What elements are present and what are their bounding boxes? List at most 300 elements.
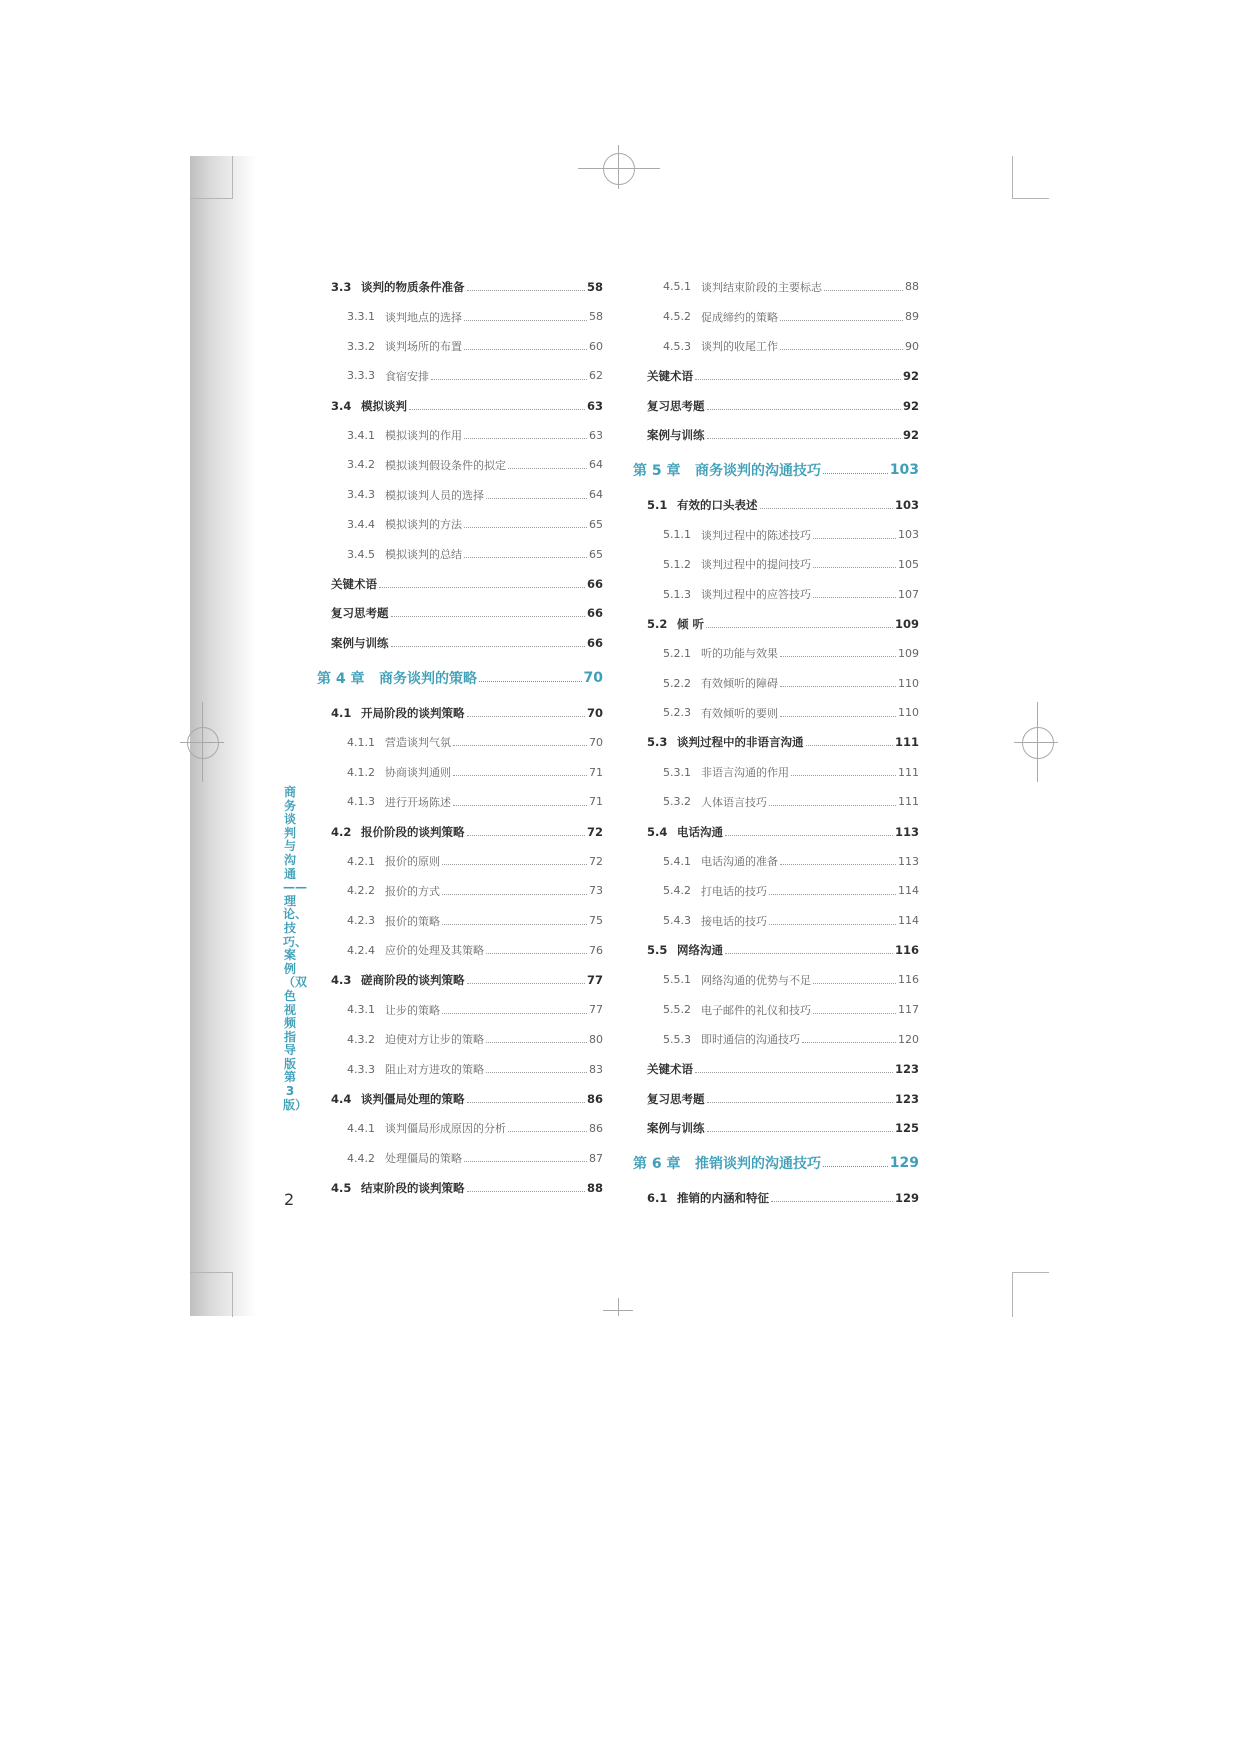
toc-entry-number: 5.4: [647, 824, 668, 839]
toc-entry-sub: [331, 906, 603, 936]
toc-entry-number: 3.4.1: [347, 428, 375, 442]
toc-entry-number: 4.5.1: [663, 280, 691, 294]
toc-leader-dots: [802, 1041, 896, 1043]
toc-entry-sec: [331, 817, 603, 847]
toc-leader-dots: [780, 348, 903, 350]
toc-entry-number: 第 6 章: [633, 1156, 681, 1173]
toc-entry-title: 推销谈判的沟通技巧: [695, 1156, 821, 1173]
toc-entry-title: 谈判过程中的应答技巧: [701, 588, 811, 602]
toc-entry-page: 89: [905, 310, 919, 324]
toc-entry-page: 114: [898, 884, 919, 898]
toc-entry-sub: [647, 639, 919, 669]
toc-entry-page: 107: [898, 587, 919, 601]
toc-entry-page: 86: [586, 1091, 603, 1106]
toc-leader-dots: [486, 1071, 587, 1073]
toc-entry-page: 77: [589, 1003, 603, 1017]
book-page: [190, 156, 1050, 1316]
toc-leader-dots: [780, 655, 896, 657]
crop-mark-top-right: [1012, 156, 1049, 199]
toc-entry-page: 88: [905, 280, 919, 294]
toc-entry-sub: [331, 331, 603, 361]
toc-leader-dots: [813, 596, 896, 598]
toc-entry-page: 103: [894, 497, 919, 512]
toc-entry-sec: [331, 1084, 603, 1114]
toc-entry-page: 58: [589, 310, 603, 324]
toc-entry-page: 103: [889, 462, 919, 479]
toc-entry-page: 116: [898, 973, 919, 987]
toc-entry-page: 60: [589, 339, 603, 353]
toc-entry-title: 协商谈判通则: [385, 766, 451, 780]
toc-entry-sub: [331, 995, 603, 1025]
toc-leader-dots: [707, 1101, 893, 1103]
toc-entry-sec: [647, 935, 919, 965]
toc-entry-title: 食宿安排: [385, 369, 429, 383]
toc-entry-key: [331, 628, 603, 658]
toc-entry-number: 第 4 章: [317, 670, 365, 687]
toc-entry-sub: [331, 1143, 603, 1173]
toc-entry-number: 4.5.2: [663, 310, 691, 324]
toc-entry-title: 推销的内涵和特征: [677, 1191, 769, 1206]
toc-entry-page: 86: [589, 1121, 603, 1135]
toc-entry-sub: [647, 302, 919, 332]
toc-leader-dots: [780, 863, 896, 865]
page-number: 2: [284, 1190, 295, 1209]
toc-leader-dots: [467, 715, 585, 717]
toc-leader-dots: [695, 1071, 893, 1073]
toc-leader-dots: [695, 378, 901, 380]
toc-entry-chap: [317, 658, 603, 698]
toc-entry-number: 4.2: [331, 824, 352, 839]
toc-entry-sub: [331, 539, 603, 569]
toc-entry-title: 报价的方式: [385, 884, 440, 898]
toc-leader-dots: [508, 467, 587, 469]
toc-entry-number: 5.5.2: [663, 1003, 691, 1017]
toc-entry-number: 4.4: [331, 1091, 352, 1106]
toc-entry-sec: [331, 391, 603, 421]
toc-entry-title: 迫使对方让步的策略: [385, 1033, 484, 1047]
toc-leader-dots: [464, 1160, 587, 1162]
toc-entry-sub: [647, 906, 919, 936]
toc-entry-title: 报价的原则: [385, 855, 440, 869]
toc-entry-page: 92: [902, 428, 919, 443]
toc-entry-page: 113: [898, 854, 919, 868]
toc-entry-number: 5.1.3: [663, 587, 691, 601]
toc-entry-page: 65: [589, 517, 603, 531]
toc-entry-sub: [331, 450, 603, 480]
toc-entry-number: 5.2.2: [663, 676, 691, 690]
toc-entry-key: [647, 1084, 919, 1114]
toc-entry-sub: [331, 420, 603, 450]
toc-entry-sub: [331, 787, 603, 817]
toc-entry-sec: [331, 698, 603, 728]
toc-leader-dots: [479, 680, 582, 682]
toc-entry-page: 116: [894, 943, 919, 958]
toc-entry-page: 63: [586, 398, 603, 413]
toc-entry-title: 谈判过程中的陈述技巧: [701, 528, 811, 542]
toc-entry-key: [331, 569, 603, 599]
toc-leader-dots: [391, 615, 585, 617]
toc-leader-dots: [431, 378, 587, 380]
toc-leader-dots: [706, 626, 893, 628]
toc-entry-title: 听的功能与效果: [701, 647, 778, 661]
toc-entry-page: 71: [589, 765, 603, 779]
toc-entry-number: 4.3.2: [347, 1032, 375, 1046]
toc-leader-dots: [464, 437, 587, 439]
toc-leader-dots: [771, 1200, 893, 1202]
toc-entry-sec: [331, 965, 603, 995]
toc-entry-title: 关键术语: [647, 368, 693, 383]
toc-entry-title: 让步的策略: [385, 1003, 440, 1017]
toc-entry-sub: [647, 965, 919, 995]
toc-entry-page: 87: [589, 1151, 603, 1165]
toc-entry-sub: [647, 550, 919, 580]
toc-entry-page: 65: [589, 547, 603, 561]
toc-entry-title: 模拟谈判人员的选择: [385, 488, 484, 502]
toc-entry-page: 66: [586, 636, 603, 651]
toc-entry-title: 模拟谈判的方法: [385, 518, 462, 532]
toc-leader-dots: [769, 923, 896, 925]
toc-leader-dots: [725, 834, 893, 836]
toc-entry-number: 4.2.3: [347, 914, 375, 928]
toc-entry-title: 接电话的技巧: [701, 914, 767, 928]
toc-entry-key: [331, 599, 603, 629]
toc-leader-dots: [453, 804, 587, 806]
toc-leader-dots: [467, 1190, 585, 1192]
toc-leader-dots: [467, 982, 585, 984]
toc-entry-number: 5.5.3: [663, 1032, 691, 1046]
toc-entry-key: [647, 391, 919, 421]
toc-entry-sub: [647, 1025, 919, 1055]
toc-entry-title: 模拟谈判的总结: [385, 548, 462, 562]
toc-entry-sec: [647, 609, 919, 639]
crop-mark-bottom-left: [190, 1272, 233, 1317]
toc-entry-page: 90: [905, 339, 919, 353]
toc-entry-page: 120: [898, 1032, 919, 1046]
toc-leader-dots: [467, 1101, 585, 1103]
crop-mark-bottom-right: [1012, 1272, 1049, 1317]
toc-leader-dots: [760, 507, 893, 509]
toc-entry-sub: [331, 757, 603, 787]
toc-entry-page: 114: [898, 914, 919, 928]
toc-entry-title: 报价阶段的谈判策略: [361, 824, 465, 839]
toc-entry-title: 案例与训练: [647, 428, 705, 443]
spine-book-title: 商务谈判与沟通——理论、技巧、案例（双色 视频指导版 第3版）: [283, 785, 308, 1112]
toc-entry-sec: [331, 1173, 603, 1203]
toc-leader-dots: [508, 1130, 587, 1132]
toc-leader-dots: [467, 289, 585, 291]
toc-entry-number: 4.2.4: [347, 943, 375, 957]
toc-entry-number: 4.3: [331, 972, 352, 987]
toc-leader-dots: [813, 566, 896, 568]
toc-entry-sub: [647, 787, 919, 817]
toc-leader-dots: [486, 952, 587, 954]
toc-entry-title: 复习思考题: [331, 606, 389, 621]
toc-entry-page: 71: [589, 795, 603, 809]
toc-entry-title: 开局阶段的谈判策略: [361, 705, 465, 720]
toc-entry-page: 103: [898, 528, 919, 542]
toc-entry-number: 5.4.3: [663, 914, 691, 928]
toc-entry-title: 谈判的物质条件准备: [361, 279, 465, 294]
toc-entry-sub: [647, 668, 919, 698]
toc-leader-dots: [823, 472, 888, 474]
toc-leader-dots: [464, 319, 587, 321]
toc-leader-dots: [486, 1041, 587, 1043]
toc-entry-number: 3.4.2: [347, 458, 375, 472]
toc-entry-number: 5.3.2: [663, 795, 691, 809]
toc-leader-dots: [813, 982, 896, 984]
toc-entry-title: 谈判过程中的提问技巧: [701, 558, 811, 572]
toc-entry-sub: [647, 579, 919, 609]
toc-entry-title: 电话沟通的准备: [701, 855, 778, 869]
toc-entry-page: 123: [894, 1091, 919, 1106]
toc-entry-page: 129: [894, 1191, 919, 1206]
toc-entry-title: 结束阶段的谈判策略: [361, 1180, 465, 1195]
toc-entry-number: 5.2: [647, 616, 668, 631]
toc-entry-number: 5.1.2: [663, 557, 691, 571]
toc-entry-title: 有效倾听的要则: [701, 706, 778, 720]
toc-entry-title: 有效倾听的障碍: [701, 677, 778, 691]
toc-entry-title: 人体语言技巧: [701, 795, 767, 809]
toc-leader-dots: [464, 556, 587, 558]
toc-entry-page: 125: [894, 1121, 919, 1136]
toc-entry-key: [647, 1114, 919, 1144]
toc-leader-dots: [823, 1165, 888, 1167]
toc-entry-title: 商务谈判的沟通技巧: [695, 463, 821, 480]
toc-entry-page: 111: [898, 765, 919, 779]
toc-entry-page: 66: [586, 606, 603, 621]
toc-entry-sub: [331, 876, 603, 906]
toc-entry-title: 进行开场陈述: [385, 795, 451, 809]
toc-entry-number: 4.1.3: [347, 795, 375, 809]
toc-entry-title: 谈判结束阶段的主要标志: [701, 280, 822, 294]
toc-entry-sub: [331, 510, 603, 540]
toc-entry-title: 处理僵局的策略: [385, 1152, 462, 1166]
toc-entry-sub: [647, 876, 919, 906]
toc-leader-dots: [780, 685, 896, 687]
toc-leader-dots: [780, 715, 896, 717]
toc-entry-page: 76: [589, 943, 603, 957]
crop-mark-top-left: [190, 156, 233, 199]
toc-entry-number: 5.5.1: [663, 973, 691, 987]
toc-entry-number: 3.3.3: [347, 369, 375, 383]
toc-entry-sub: [331, 1114, 603, 1144]
toc-entry-title: 模拟谈判: [361, 398, 407, 413]
toc-entry-page: 105: [898, 557, 919, 571]
toc-entry-page: 64: [589, 458, 603, 472]
toc-entry-page: 72: [586, 824, 603, 839]
toc-entry-number: 4.1.2: [347, 765, 375, 779]
toc-entry-page: 88: [586, 1180, 603, 1195]
toc-entry-number: 3.3: [331, 279, 352, 294]
toc-entry-sub: [331, 480, 603, 510]
toc-entry-page: 111: [894, 735, 919, 750]
toc-leader-dots: [824, 289, 903, 291]
toc-leader-dots: [813, 537, 896, 539]
toc-entry-title: 谈判过程中的非语言沟通: [677, 735, 804, 750]
toc-entry-number: 3.4.3: [347, 488, 375, 502]
toc-entry-title: 应价的处理及其策略: [385, 944, 484, 958]
toc-entry-sub: [331, 1025, 603, 1055]
toc-leader-dots: [769, 893, 896, 895]
toc-entry-sec: [331, 272, 603, 302]
toc-entry-page: 77: [586, 972, 603, 987]
toc-entry-number: 4.3.3: [347, 1062, 375, 1076]
toc-entry-title: 谈判地点的选择: [385, 310, 462, 324]
toc-entry-title: 有效的口头表述: [677, 497, 758, 512]
toc-leader-dots: [707, 437, 901, 439]
toc-leader-dots: [442, 893, 587, 895]
toc-entry-key: [647, 1054, 919, 1084]
toc-entry-page: 111: [898, 795, 919, 809]
toc-entry-page: 113: [894, 824, 919, 839]
toc-entry-title: 网络沟通: [677, 943, 723, 958]
toc-entry-number: 4.4.2: [347, 1151, 375, 1165]
toc-entry-sub: [647, 520, 919, 550]
toc-entry-number: 第 5 章: [633, 463, 681, 480]
toc-entry-number: 5.1: [647, 497, 668, 512]
toc-entry-sub: [331, 302, 603, 332]
toc-entry-title: 网络沟通的优势与不足: [701, 973, 811, 987]
toc-entry-page: 70: [589, 735, 603, 749]
toc-entry-page: 73: [589, 884, 603, 898]
toc-entry-key: [647, 420, 919, 450]
toc-entry-title: 打电话的技巧: [701, 884, 767, 898]
toc-leader-dots: [486, 497, 587, 499]
toc-entry-page: 117: [898, 1003, 919, 1017]
toc-entry-sub: [331, 728, 603, 758]
toc-entry-number: 5.3: [647, 735, 668, 750]
toc-entry-title: 非语言沟通的作用: [701, 766, 789, 780]
toc-entry-page: 70: [583, 669, 603, 686]
toc-leader-dots: [442, 1012, 587, 1014]
toc-entry-page: 64: [589, 488, 603, 502]
toc-leader-dots: [453, 774, 587, 776]
toc-entry-number: 4.1.1: [347, 735, 375, 749]
toc-entry-number: 3.3.2: [347, 339, 375, 353]
toc-leader-dots: [442, 863, 587, 865]
toc-entry-sub: [331, 361, 603, 391]
toc-entry-page: 109: [894, 616, 919, 631]
toc-entry-number: 3.4.5: [347, 547, 375, 561]
toc-leader-dots: [467, 834, 585, 836]
toc-leader-dots: [780, 319, 903, 321]
toc-entry-number: 4.5.3: [663, 339, 691, 353]
toc-entry-title: 电子邮件的礼仪和技巧: [701, 1003, 811, 1017]
toc-entry-page: 129: [889, 1155, 919, 1172]
toc-entry-number: 4.2.2: [347, 884, 375, 898]
toc-entry-title: 报价的策略: [385, 914, 440, 928]
toc-entry-title: 复习思考题: [647, 1091, 705, 1106]
toc-entry-title: 模拟谈判假设条件的拟定: [385, 458, 506, 472]
toc-entry-page: 58: [586, 279, 603, 294]
toc-right-column: [633, 272, 919, 1213]
toc-entry-number: 5.3.1: [663, 765, 691, 779]
toc-entry-chap: [633, 450, 919, 490]
toc-entry-title: 促成缔约的策略: [701, 310, 778, 324]
toc-entry-page: 66: [586, 576, 603, 591]
toc-leader-dots: [806, 744, 893, 746]
toc-entry-number: 5.1.1: [663, 528, 691, 542]
toc-entry-page: 92: [902, 368, 919, 383]
toc-entry-sub: [331, 846, 603, 876]
toc-entry-number: 3.4: [331, 398, 352, 413]
toc-entry-title: 谈判的收尾工作: [701, 340, 778, 354]
toc-entry-page: 75: [589, 914, 603, 928]
toc-entry-number: 5.5: [647, 943, 668, 958]
toc-leader-dots: [453, 744, 587, 746]
toc-entry-page: 80: [589, 1032, 603, 1046]
toc-entry-page: 63: [589, 428, 603, 442]
toc-entry-page: 110: [898, 676, 919, 690]
toc-leader-dots: [442, 923, 587, 925]
toc-entry-sub: [647, 331, 919, 361]
toc-entry-title: 营造谈判气氛: [385, 736, 451, 750]
toc-entry-number: 4.2.1: [347, 854, 375, 868]
toc-entry-sub: [647, 757, 919, 787]
toc-entry-sec: [647, 1183, 919, 1213]
toc-entry-number: 4.1: [331, 705, 352, 720]
toc-entry-number: 4.3.1: [347, 1003, 375, 1017]
toc-leader-dots: [464, 526, 587, 528]
toc-entry-page: 62: [589, 369, 603, 383]
toc-entry-title: 案例与训练: [647, 1121, 705, 1136]
toc-leader-dots: [391, 645, 585, 647]
toc-leader-dots: [725, 952, 893, 954]
toc-entry-title: 模拟谈判的作用: [385, 429, 462, 443]
toc-entry-page: 110: [898, 706, 919, 720]
toc-entry-title: 谈判僵局处理的策略: [361, 1091, 465, 1106]
toc-entry-page: 123: [894, 1062, 919, 1077]
toc-entry-number: 4.4.1: [347, 1121, 375, 1135]
toc-entry-title: 倾 听: [677, 616, 705, 631]
toc-leader-dots: [379, 586, 585, 588]
toc-entry-sub: [331, 935, 603, 965]
toc-entry-number: 5.2.3: [663, 706, 691, 720]
toc-leader-dots: [813, 1012, 896, 1014]
toc-entry-title: 复习思考题: [647, 398, 705, 413]
toc-entry-title: 关键术语: [331, 576, 377, 591]
toc-entry-page: 109: [898, 646, 919, 660]
toc-entry-sub: [647, 995, 919, 1025]
toc-entry-page: 83: [589, 1062, 603, 1076]
toc-entry-key: [647, 361, 919, 391]
toc-entry-number: 3.4.4: [347, 517, 375, 531]
toc-entry-number: 5.4.1: [663, 854, 691, 868]
toc-entry-sec: [647, 490, 919, 520]
toc-entry-title: 阻止对方进攻的策略: [385, 1063, 484, 1077]
toc-entry-title: 谈判场所的布置: [385, 340, 462, 354]
toc-entry-number: 4.5: [331, 1180, 352, 1195]
toc-entry-title: 电话沟通: [677, 824, 723, 839]
toc-entry-sub: [647, 698, 919, 728]
toc-entry-title: 商务谈判的策略: [379, 670, 477, 687]
toc-leader-dots: [409, 408, 585, 410]
toc-entry-chap: [633, 1143, 919, 1183]
toc-left-column: [317, 272, 603, 1203]
toc-entry-number: 5.2.1: [663, 646, 691, 660]
toc-leader-dots: [769, 804, 896, 806]
toc-entry-title: 即时通信的沟通技巧: [701, 1033, 800, 1047]
toc-entry-title: 磋商阶段的谈判策略: [361, 972, 465, 987]
toc-entry-number: 3.3.1: [347, 310, 375, 324]
toc-leader-dots: [791, 774, 896, 776]
toc-entry-sub: [647, 272, 919, 302]
toc-entry-title: 谈判僵局形成原因的分析: [385, 1122, 506, 1136]
toc-entry-sub: [331, 1054, 603, 1084]
toc-entry-sec: [647, 817, 919, 847]
toc-entry-sub: [647, 846, 919, 876]
toc-leader-dots: [707, 1130, 893, 1132]
